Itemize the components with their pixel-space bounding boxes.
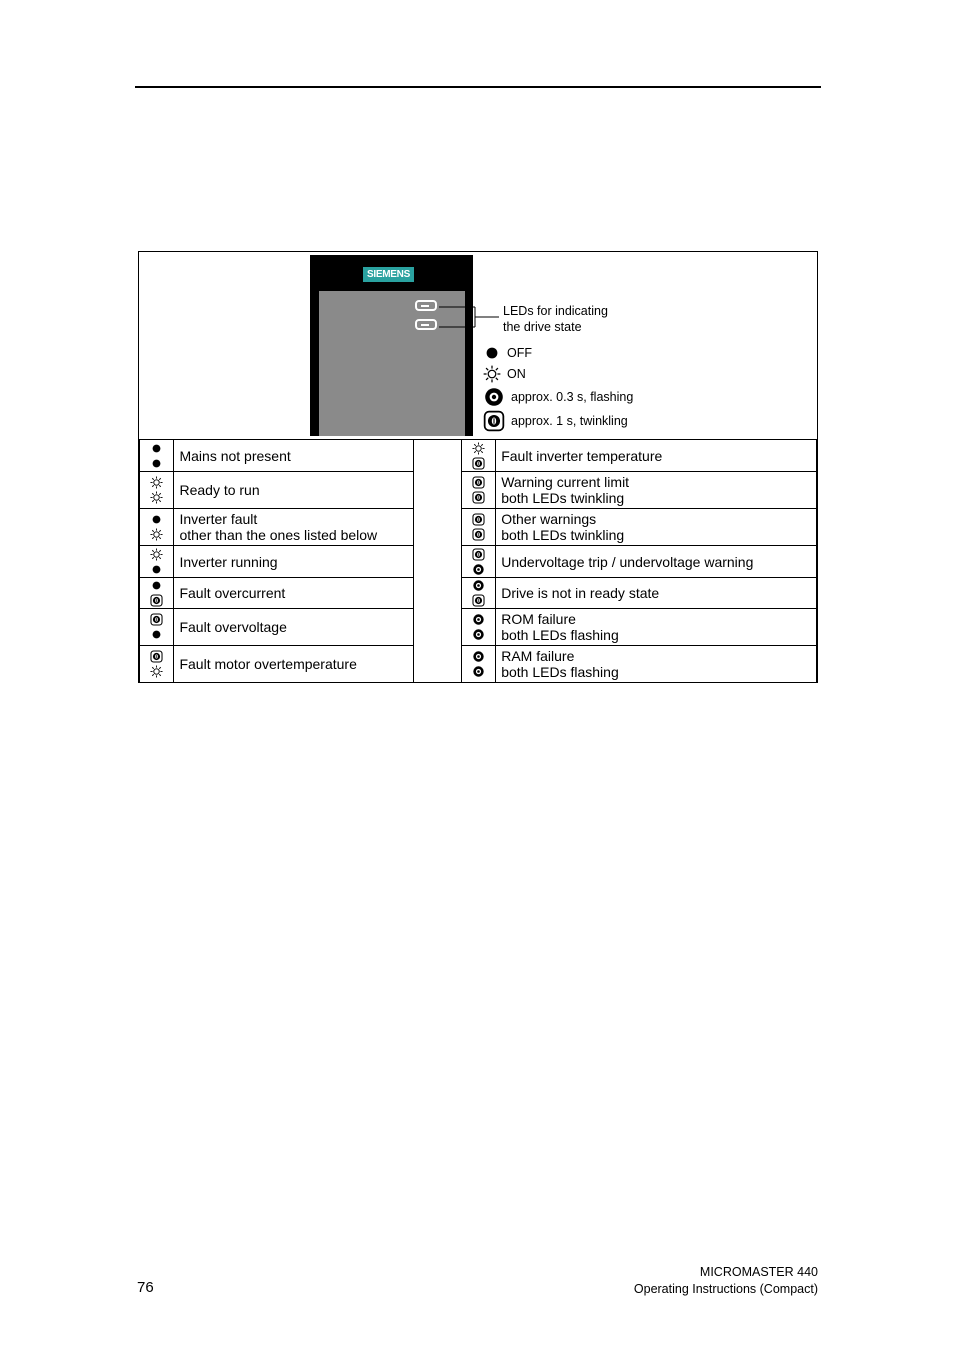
led-meaning-cell xyxy=(174,546,413,578)
meaning-text: Fault overvoltage xyxy=(179,619,287,635)
led-flash-icon xyxy=(472,563,485,576)
meaning-text: Undervoltage trip / undervoltage warning xyxy=(501,553,754,570)
led-meaning-cell xyxy=(174,472,413,509)
led-flash-icon xyxy=(472,579,485,592)
table-gap xyxy=(413,440,461,683)
meaning-text: both LEDs twinkling xyxy=(501,490,625,506)
led-off-icon xyxy=(150,579,163,592)
table-row xyxy=(140,509,817,546)
led-on-icon xyxy=(472,442,485,455)
meaning-text: other than the ones listed below xyxy=(179,527,378,543)
meaning-text: Mains not present xyxy=(179,447,291,464)
meaning-text: Other warnings xyxy=(501,511,597,527)
led-twinkle-icon xyxy=(150,594,163,607)
led-pattern-cell xyxy=(461,546,495,578)
led-meaning-cell xyxy=(174,509,413,546)
led-flash-icon xyxy=(472,613,485,626)
table-row xyxy=(140,646,817,683)
led-pattern-cell xyxy=(140,546,174,578)
meaning-text: ROM failure xyxy=(501,611,576,627)
led-meaning-cell xyxy=(174,578,413,609)
led-pattern-cell xyxy=(461,609,495,646)
led-twinkle-icon xyxy=(472,457,485,470)
led-pattern-cell xyxy=(140,440,174,472)
led-status-figure xyxy=(138,251,818,683)
led-twinkle-icon xyxy=(150,613,163,626)
led-meaning-cell xyxy=(496,646,817,683)
footer-product: MICROMASTER 440 xyxy=(699,1265,818,1279)
led-meaning-cell xyxy=(496,578,817,609)
led-flash-icon xyxy=(483,386,505,408)
led-flash-icon xyxy=(472,650,485,663)
led-pattern-cell xyxy=(461,509,495,546)
callout-bracket xyxy=(437,302,503,332)
led-on-icon xyxy=(483,365,501,383)
meaning-text: Inverter running xyxy=(179,553,278,570)
led-meaning-cell xyxy=(174,609,413,646)
led-off-icon xyxy=(150,442,163,455)
led-twinkle-icon xyxy=(483,410,505,432)
operator-panel-illustration xyxy=(310,255,473,436)
led-flash-icon xyxy=(472,665,485,678)
callout-text: LEDs for indicating the drive state xyxy=(503,304,608,334)
table-row xyxy=(140,609,817,646)
legend-label: approx. 0.3 s, flashing xyxy=(511,390,634,404)
figure-area xyxy=(139,252,817,440)
legend-twinkle xyxy=(483,410,628,432)
led-meaning-cell xyxy=(496,509,817,546)
footer-doc-title: Operating Instructions (Compact) xyxy=(633,1282,818,1296)
led-twinkle-icon xyxy=(472,491,485,504)
led-on-icon xyxy=(150,476,163,489)
led-pattern-cell xyxy=(140,578,174,609)
led-on-icon xyxy=(150,665,163,678)
led-off-icon xyxy=(150,457,163,470)
meaning-text: RAM failure xyxy=(501,648,575,664)
meaning-text: Ready to run xyxy=(179,482,260,498)
legend-label: ON xyxy=(507,367,526,381)
led-pattern-cell xyxy=(461,646,495,683)
led-pattern-cell xyxy=(140,472,174,509)
meaning-text: Inverter fault xyxy=(179,511,258,527)
led-meaning-cell xyxy=(174,646,413,683)
meaning-text: Fault inverter temperature xyxy=(501,447,663,464)
led-pattern-cell xyxy=(140,509,174,546)
legend-off xyxy=(483,344,532,362)
header-rule xyxy=(135,86,821,88)
meaning-text: Drive is not in ready state xyxy=(501,585,660,601)
led-on-icon xyxy=(150,548,163,561)
legend-on xyxy=(483,365,526,383)
led-twinkle-icon xyxy=(472,594,485,607)
led-meaning-cell xyxy=(496,609,817,646)
led-twinkle-icon xyxy=(472,476,485,489)
led-on-icon xyxy=(150,491,163,504)
meaning-text: both LEDs flashing xyxy=(501,664,619,680)
legend-label: approx. 1 s, twinkling xyxy=(511,414,628,428)
siemens-logo: SIEMENS xyxy=(363,267,414,282)
led-pattern-cell xyxy=(461,440,495,472)
led-top xyxy=(415,300,437,311)
table-row xyxy=(140,546,817,578)
led-meaning-cell xyxy=(496,440,817,472)
led-twinkle-icon xyxy=(472,513,485,526)
led-meaning-cell xyxy=(496,546,817,578)
led-on-icon xyxy=(150,528,163,541)
led-bottom xyxy=(415,319,437,330)
legend-flash xyxy=(483,386,633,408)
led-off-icon xyxy=(150,563,163,576)
led-twinkle-icon xyxy=(150,650,163,663)
led-meaning-cell xyxy=(496,472,817,509)
meaning-text: both LEDs twinkling xyxy=(501,527,625,543)
table-row xyxy=(140,472,817,509)
led-flash-icon xyxy=(472,628,485,641)
led-off-icon xyxy=(150,513,163,526)
table-row xyxy=(140,578,817,609)
led-off-icon xyxy=(150,628,163,641)
led-meaning-cell xyxy=(174,440,413,472)
led-status-table xyxy=(139,439,817,683)
table-row xyxy=(140,440,817,472)
legend-label: OFF xyxy=(507,346,532,360)
meaning-text: Warning current limit xyxy=(501,474,630,490)
led-twinkle-icon xyxy=(472,548,485,561)
led-pattern-cell xyxy=(461,472,495,509)
meaning-text: Fault motor overtemperature xyxy=(179,656,357,672)
page-number: 76 xyxy=(137,1279,154,1296)
meaning-text: both LEDs flashing xyxy=(501,627,619,643)
footer xyxy=(634,1264,818,1298)
led-pattern-cell xyxy=(140,646,174,683)
meaning-text: Fault overcurrent xyxy=(179,585,286,601)
led-twinkle-icon xyxy=(472,528,485,541)
led-pattern-cell xyxy=(140,609,174,646)
led-pattern-cell xyxy=(461,578,495,609)
led-off-icon xyxy=(483,344,501,362)
